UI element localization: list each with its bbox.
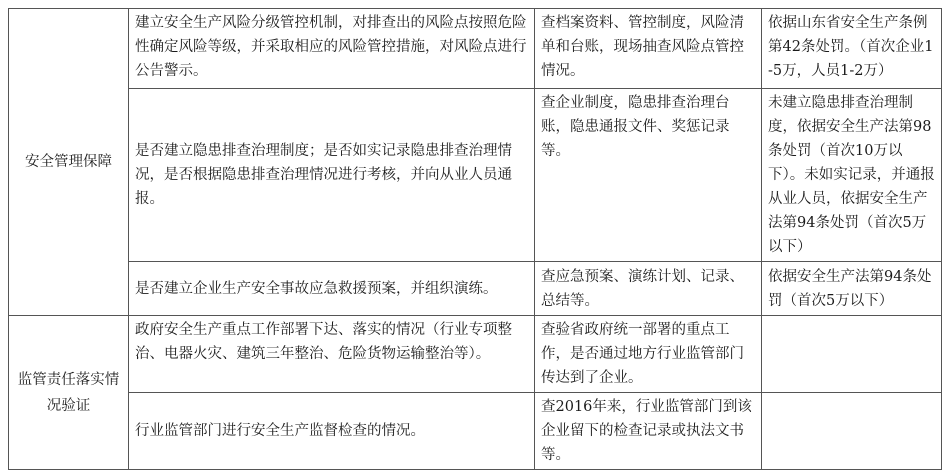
category-cell: 安全管理保障	[9, 9, 129, 316]
table-row	[9, 393, 942, 470]
penalty-cell: 未建立隐患排查治理制度，依据安全生产法第98条处罚（首次10万以下）。未如实记录，并通报从业人员，依据安全生产法第94条处罚（首次5万以下）	[762, 89, 942, 262]
method-cell: 查2016年来，行业监管部门到该企业留下的检查记录或执法文书等。	[535, 393, 762, 470]
method-cell: 查应急预案、演练计划、记录、总结等。	[535, 262, 762, 316]
penalty-cell	[762, 316, 942, 393]
regulation-table	[8, 8, 942, 470]
content-cell: 建立安全生产风险分级管控机制，对排查出的风险点按照危险性确定风险等级，并采取相应的风险管控措施，对风险点进行公告警示。	[129, 9, 535, 89]
content-cell: 是否建立隐患排查治理制度；是否如实记录隐患排查治理情况，是否根据隐患排查治理情况进行考核，并向从业人员通报。	[129, 89, 535, 262]
table-row	[9, 89, 942, 262]
table-row	[9, 262, 942, 316]
penalty-cell: 依据安全生产法第94条处罚（首次5万以下）	[762, 262, 942, 316]
category-cell: 监管责任落实情况验证	[9, 316, 129, 470]
content-cell: 行业监管部门进行安全生产监督检查的情况。	[129, 393, 535, 470]
method-cell: 查档案资料、管控制度，风险清单和台账，现场抽查风险点管控情况。	[535, 9, 762, 89]
penalty-cell	[762, 393, 942, 470]
content-cell: 是否建立企业生产安全事故应急救援预案，并组织演练。	[129, 262, 535, 316]
method-cell: 查验省政府统一部署的重点工作，是否通过地方行业监管部门传达到了企业。	[535, 316, 762, 393]
content-cell: 政府安全生产重点工作部署下达、落实的情况（行业专项整治、电器火灾、建筑三年整治、危险货物运输整治等）。	[129, 316, 535, 393]
penalty-cell: 依据山东省安全生产条例第42条处罚。（首次企业1-5万，人员1-2万）	[762, 9, 942, 89]
table-row	[9, 9, 942, 89]
table-row	[9, 316, 942, 393]
method-cell: 查企业制度，隐患排查治理台账，隐患通报文件、奖惩记录等。	[535, 89, 762, 262]
